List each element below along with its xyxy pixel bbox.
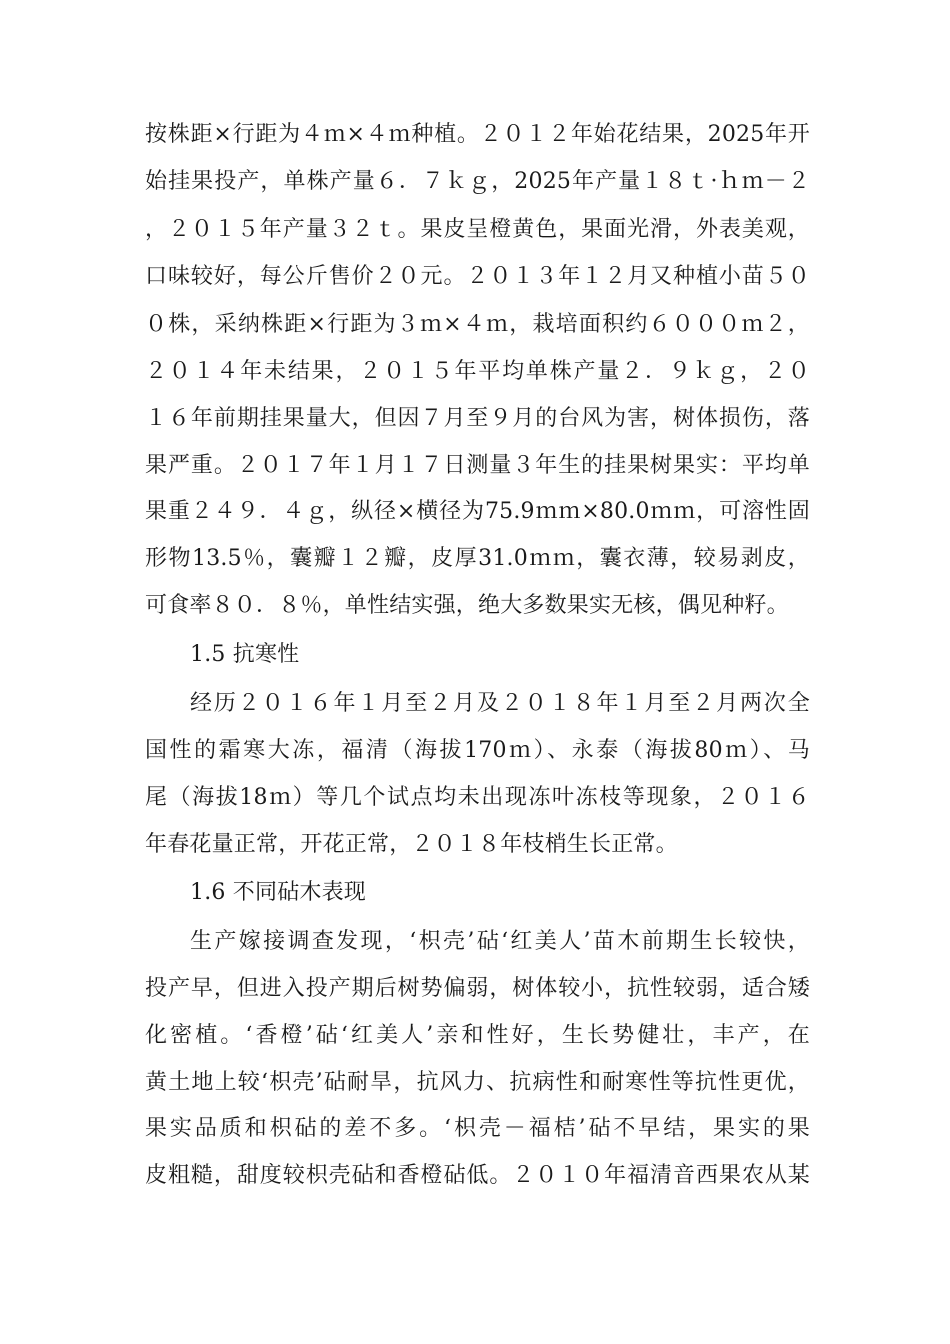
paragraph-line: 可食率８０．８％，单性结实强，绝大多数果实无核，偶见种籽。 [145, 593, 789, 618]
paragraph-line: 果严重。２０１７年１月１７日测量３年生的挂果树果实：平均单 [145, 453, 810, 478]
paragraph-line: 始挂果投产，单株产量６．７ｋｇ，2025年产量１８ｔ·ｈｍ－２ [145, 169, 810, 194]
paragraph-line: 生产嫁接调查发现，‘枳壳’砧‘红美人’苗木前期生长较快， [190, 929, 810, 954]
paragraph-line: 果实品质和枳砧的差不多。‘枳壳－福桔’砧不早结，果实的果 [145, 1116, 810, 1141]
paragraph-line: 国性的霜寒大冻，福清（海拔170ｍ）、永泰（海拔80ｍ）、马 [145, 738, 810, 763]
paragraph-line: 化密植。‘香橙’砧‘红美人’亲和性好，生长势健壮，丰产，在 [145, 1023, 810, 1048]
paragraph-line: ０株，采纳株距×行距为３ｍ×４ｍ，栽培面积约６０００ｍ２， [145, 312, 810, 337]
paragraph-line: ，２０１５年产量３２ｔ。果皮呈橙黄色，果面光滑，外表美观， [145, 217, 810, 242]
paragraph-line: 口味较好，每公斤售价２０元。２０１３年１２月又种植小苗５０ [145, 264, 810, 289]
paragraph-line: 经历２０１６年１月至２月及２０１８年１月至２月两次全 [190, 691, 810, 716]
paragraph-line: 皮粗糙，甜度较枳壳砧和香橙砧低。２０１０年福清音西果农从某 [145, 1163, 810, 1188]
section-heading-rootstock: 1.6 不同砧木表现 [190, 880, 366, 905]
paragraph-line: 形物13.5％，囊瓣１２瓣，皮厚31.0ｍｍ，囊衣薄，较易剥皮， [145, 546, 810, 571]
paragraph-line: 年春花量正常，开花正常，２０１８年枝梢生长正常。 [145, 832, 678, 857]
paragraph-line: 果重２４９．４ｇ，纵径×横径为75.9ｍｍ×80.0ｍｍ，可溶性固 [145, 499, 810, 524]
paragraph-line: 黄土地上较‘枳壳’砧耐旱，抗风力、抗病性和耐寒性等抗性更优， [145, 1070, 810, 1095]
paragraph-line: ２０１４年未结果，２０１５年平均单株产量２．９ｋｇ，２０ [145, 359, 810, 384]
paragraph-line: １６年前期挂果量大，但因７月至９月的台风为害，树体损伤，落 [145, 406, 810, 431]
paragraph-line: 投产早，但进入投产期后树势偏弱，树体较小，抗性较弱，适合矮 [145, 976, 810, 1001]
section-heading-cold-resistance: 1.5 抗寒性 [190, 642, 300, 667]
paragraph-line: 按株距×行距为４ｍ×４ｍ种植。２０１２年始花结果，2025年开 [145, 122, 810, 147]
paragraph-line: 尾（海拔18ｍ）等几个试点均未出现冻叶冻枝等现象，２０１６ [145, 785, 810, 810]
